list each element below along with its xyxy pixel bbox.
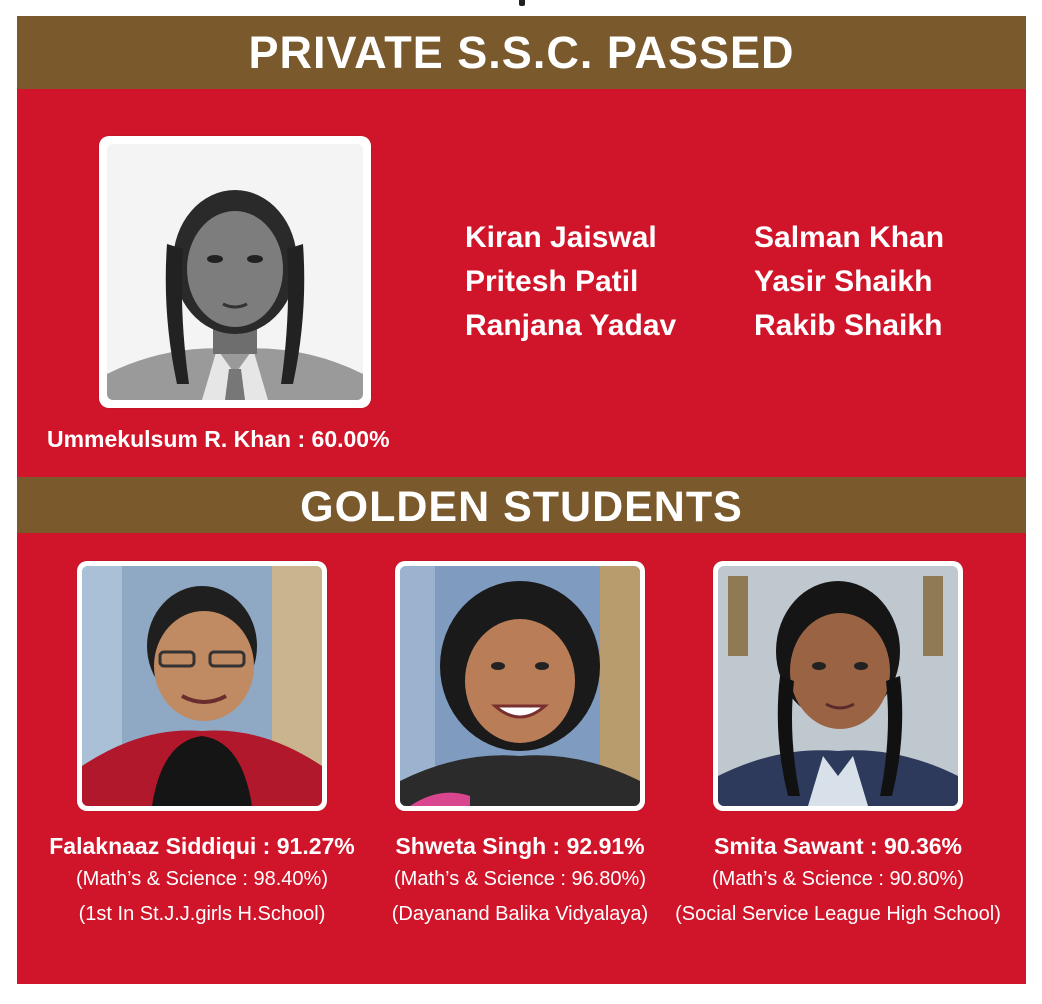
- private-name: Salman Khan: [754, 221, 945, 254]
- golden-student-3-caption: [673, 830, 1003, 932]
- golden-student-photo-3: [713, 561, 963, 811]
- private-names-right: [754, 216, 944, 348]
- golden-student-photo-2: [395, 561, 645, 811]
- golden-student-1-caption: [37, 830, 367, 932]
- golden-student-photo-1: [77, 561, 327, 811]
- private-ssc-banner: PRIVATE S.S.C. PASSED: [17, 16, 1026, 89]
- results-poster: [17, 16, 1026, 984]
- student-subject-score: (Math’s & Science : 96.80%): [394, 868, 646, 890]
- private-name: Yasir Shaikh: [754, 265, 933, 298]
- private-name: Kiran Jaiswal: [465, 221, 657, 254]
- golden-students-banner: GOLDEN STUDENTS: [17, 477, 1026, 533]
- portrait-image: [107, 144, 363, 400]
- student-school: (Social Service League High School): [675, 903, 1001, 925]
- featured-student-photo: [99, 136, 371, 408]
- student-school: (Dayanand Balika Vidyalaya): [391, 903, 649, 925]
- private-name: Rakib Shaikh: [754, 309, 943, 342]
- student-subject-score: (Math’s & Science : 98.40%): [76, 868, 328, 890]
- student-name-score: Smita Sawant : 90.36%: [714, 833, 962, 859]
- private-names-left: [465, 216, 676, 348]
- top-edge-mark: [519, 0, 525, 6]
- portrait-image: [82, 566, 322, 806]
- student-school: (1st In St.J.J.girls H.School): [78, 903, 326, 925]
- portrait-image: [400, 566, 640, 806]
- student-name-score: Falaknaaz Siddiqui : 91.27%: [49, 833, 355, 859]
- student-name-score: Shweta Singh : 92.91%: [395, 833, 645, 859]
- student-subject-score: (Math’s & Science : 90.80%): [712, 868, 964, 890]
- featured-student-caption: Ummekulsum R. Khan : 60.00%: [47, 426, 390, 452]
- private-name: Pritesh Patil: [465, 265, 639, 298]
- golden-student-2-caption: [355, 830, 685, 932]
- portrait-image: [718, 566, 958, 806]
- private-name: Ranjana Yadav: [465, 309, 677, 342]
